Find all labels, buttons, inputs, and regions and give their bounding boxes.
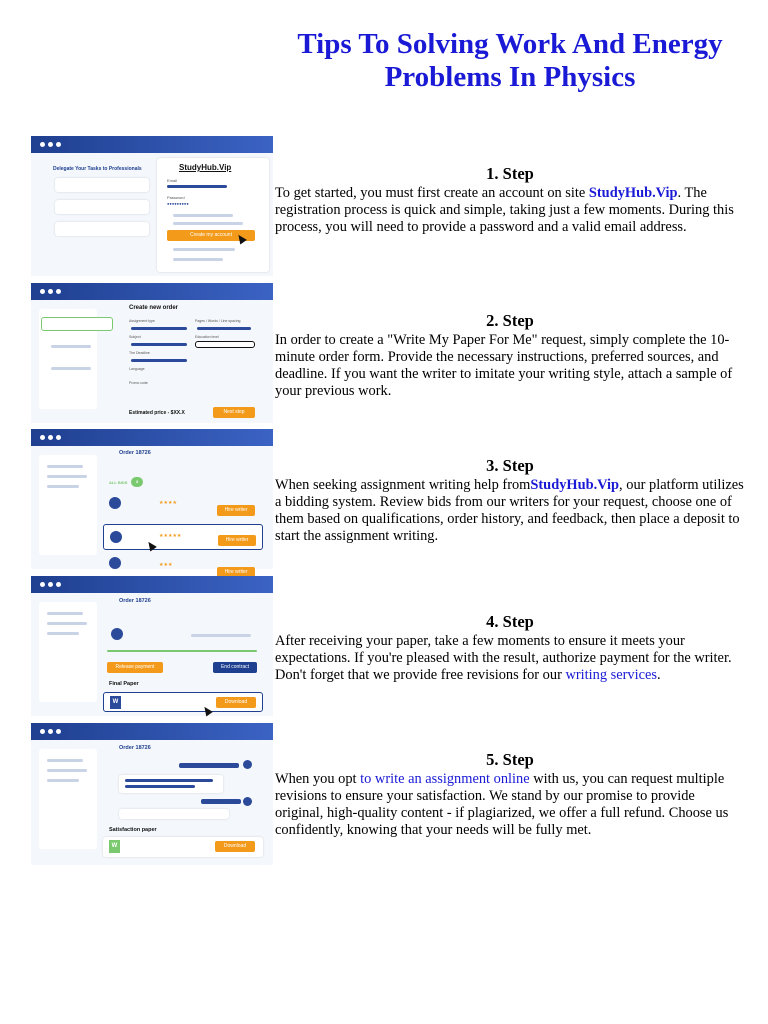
window-bar [31,429,273,446]
window-dot [40,289,45,294]
rating-stars: ★★★ [159,562,173,568]
field-label: Subject [129,335,141,339]
mock-heading: Create new order [129,305,179,311]
studyhub-link[interactable]: StudyHub.Vip [588,185,678,201]
window-dot [40,582,45,587]
mock-brand: StudyHub.Vip [179,163,232,172]
hire-writer-button: Hire writer [218,535,256,546]
window-bar [31,576,273,593]
email-label: Email [167,178,178,183]
step-body-text: . [656,667,661,683]
hire-writer-button: Hire writer [217,505,255,516]
window-dot [48,435,53,440]
window-bar [31,723,273,740]
mock-heading: Delegate Your Tasks to Professionals [53,166,142,172]
order-number: Order 18726 [119,598,151,604]
step-body-text: To get started, you must first create an account on site [275,185,589,201]
field-label: Pages / Words / Line spacing [195,319,241,323]
window-dot [48,582,53,587]
order-number: Order 18726 [119,450,151,456]
window-dot [48,142,53,147]
bids-tab: ALL BIDS [109,480,128,485]
hire-writer-button: Hire writer [217,567,255,578]
step-body [275,185,745,236]
step-heading: 5. Step [486,750,534,769]
word-document-icon: W [110,696,121,709]
step-body-text: . The registration process is quick and simple, taking just a few moments. During this process, you will need to provide a password and a valid email address. [275,185,734,235]
rating-stars: ★★★★★ [159,533,182,539]
final-paper-label: Final Paper [109,681,139,687]
password-label: Password [167,195,185,200]
step-1-text [275,164,745,236]
step-heading: 1. Step [486,164,534,183]
step-heading: 3. Step [486,456,534,475]
bids-count: 3 [131,477,143,487]
studyhub-link[interactable]: StudyHub.Vip [530,477,620,493]
field-label: Assignment type [129,319,155,323]
step-body [275,477,745,545]
window-dot [48,729,53,734]
download-button: Download [215,841,255,852]
rating-stars: ★★★★ [159,500,177,506]
step-2-text [275,311,745,400]
step-body-text: with us, you can request multiple revisions to ensure your satisfaction. We stand by our promise to provide original, high-quality content - if plagiarized, we offer a full refund. Choose us confidently, knowing that your needs will be fully met. [275,771,729,838]
field-label: Education level [195,335,219,339]
next-step-button: Next step [213,407,255,418]
field-label: Language [129,367,145,371]
order-number: Order 18726 [119,745,151,751]
window-dot [56,289,61,294]
writing-services-link[interactable]: writing services [565,667,657,683]
release-payment-button: Release payment [107,662,163,673]
step-5 [0,750,768,890]
window-dot [56,435,61,440]
step-body [275,633,745,684]
window-dot [56,582,61,587]
window-bar [31,283,273,300]
document-icon: W [109,840,120,853]
window-dot [40,435,45,440]
window-dot [48,289,53,294]
window-dot [56,729,61,734]
step-body-text: When seeking assignment writing help from [275,477,531,493]
step-body-text: , our platform utilizes a bidding system. Review bids from our writers for your request, choose one of them based on qualifications, order history, and feedback, then place a deposit to start the assignment writing. [275,477,744,544]
password-field: ●●●●●●●●● [167,201,189,206]
satisfaction-paper-label: Satisfaction paper [109,827,157,833]
window-bar [31,136,273,153]
window-dot [40,729,45,734]
field-label: The Deadline [129,351,150,355]
estimated-price: Estimated price - $XX.X [129,410,185,416]
step-body-text: When you opt [275,771,361,787]
step-3-text [275,456,745,545]
create-account-button: Create my account [167,230,255,241]
step-4-text [275,612,745,684]
step-5-text [275,750,745,839]
page-title: Tips To Solving Work And Energy Problems In Physics [297,28,723,93]
write-assignment-link[interactable]: to write an assignment online [360,771,530,787]
step-3 [0,456,768,596]
end-contract-button: End contract [213,662,257,673]
step-heading: 4. Step [486,612,534,631]
window-dot [40,142,45,147]
field-label: Promo code [129,381,148,385]
step-body: In order to create a "Write My Paper For Me" request, simply complete the 10-minute order form. Provide the necessary instructions, preferred sources, and deadline. If you want the writer to imitate your writing style, attach a sample of your previous work. [275,332,733,399]
step-heading: 2. Step [486,311,534,330]
step-body [275,771,745,839]
window-dot [56,142,61,147]
download-button: Download [216,697,256,708]
step-body-text: After receiving your paper, take a few moments to ensure it meets your expectations. If you're pleased with the result, authorize payment for the writer. Don't forget that we provide free revisions for our [275,633,732,683]
